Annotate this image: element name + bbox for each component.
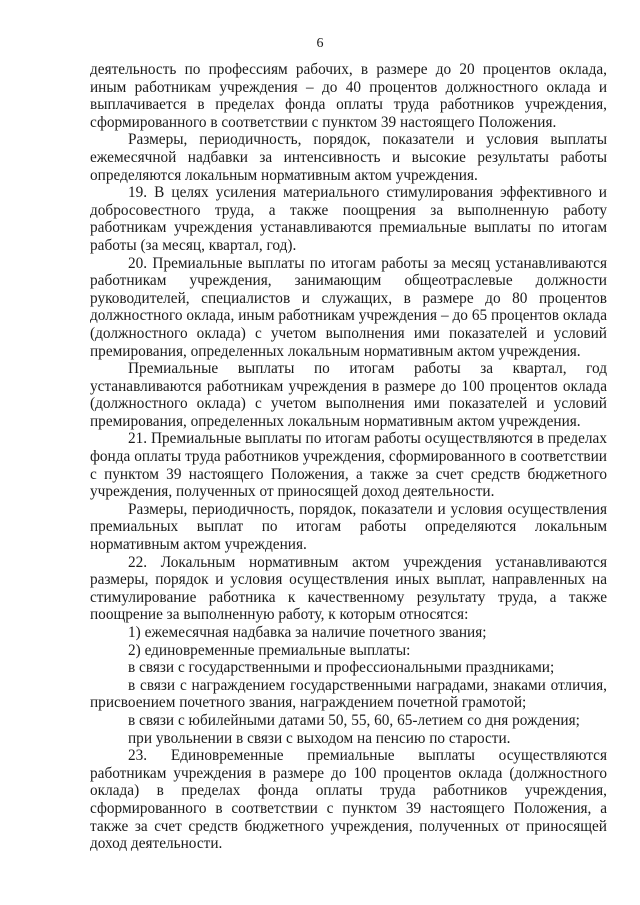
paragraph: Премиальные выплаты по итогам работы за квартал, год устанавливаются работникам учреждения в размере до 100 процентов оклада (должностного оклада) с учетом выполнения ими показателей и условий премирования, определенных локальным нормативным актом учреждения. — [90, 360, 607, 430]
paragraph: 22. Локальным нормативным актом учреждения устанавливаются размеры, порядок и условия осуществления иных выплат, направленных на стимулирование работника к качественному результату труда, а также поощрение за выполненную работу, к которым относятся: — [90, 553, 607, 624]
list-item: 2) единовременные премиальные выплаты: — [128, 641, 411, 659]
document-body — [90, 61, 607, 853]
paragraph: Размеры, периодичность, порядок, показатели и условия осуществления премиальных выплат по итогам работы определяются локальным нормативным актом учреждения. — [90, 500, 607, 554]
paragraph: деятельность по профессиям рабочих, в размере до 20 процентов оклада, иным работникам учреждения – до 40 процентов должностного оклада и выплачивается в пределах фонда оплаты труда работников учреждения, сформированного в соответствии с пунктом 39 настоящего Положения. — [90, 61, 607, 131]
paragraph: 19. В целях усиления материального стимулирования эффективного и добросовестного труда, а также поощрения за выполненную работу работникам учреждения устанавливаются премиальные выплаты по итогам работы (за месяц, квартал, год). — [90, 184, 607, 254]
paragraph: Размеры, периодичность, порядок, показатели и условия выплаты ежемесячной надбавки за интенсивность и высокие результаты работы определяются локальным нормативным актом учреждения. — [90, 131, 607, 184]
paragraph: 21. Премиальные выплаты по итогам работы осуществляются в пределах фонда оплаты труда работников учреждения, сформированного в соответствии с пунктом 39 настоящего Положения, а также за счет средств бюджетного учреждения, полученных от приносящей доход деятельности. — [90, 430, 607, 501]
page-number: 6 — [316, 36, 324, 51]
list-item: в связи с юбилейными датами 50, 55, 60, 65-летием со дня рождения; — [128, 711, 580, 729]
list-item: в связи с государственными и профессиональными праздниками; — [128, 659, 555, 677]
list-item: при увольнении в связи с выходом на пенсию по старости. — [128, 729, 511, 747]
paragraph: 23. Единовременные премиальные выплаты осуществляются работникам учреждения в размере до 100 процентов оклада (должностного оклада) в пределах фонда оплаты труда работников учреждения, сформированного в соответствии с пунктом 39 настоящего Положения, а также за счет средств бюджетного учреждения, полученных от приносящей доход деятельности. — [90, 747, 607, 853]
list-item: в связи с награждением государственными наградами, знаками отличия, присвоением почетного звания, награждением почетной грамотой; — [90, 676, 607, 712]
paragraph: 20. Премиальные выплаты по итогам работы за месяц устанавливаются работникам учреждения, занимающим общеотраслевые должности руководителей, специалистов и служащих, в размере до 80 процентов должностного оклада, иным работникам учреждения – до 65 процентов оклада (должностного оклада) с учетом выполнения ими показателей и условий премирования, определенных локальным нормативным актом учреждения. — [90, 254, 607, 360]
list-item: 1) ежемесячная надбавка за наличие почетного звания; — [128, 624, 487, 641]
